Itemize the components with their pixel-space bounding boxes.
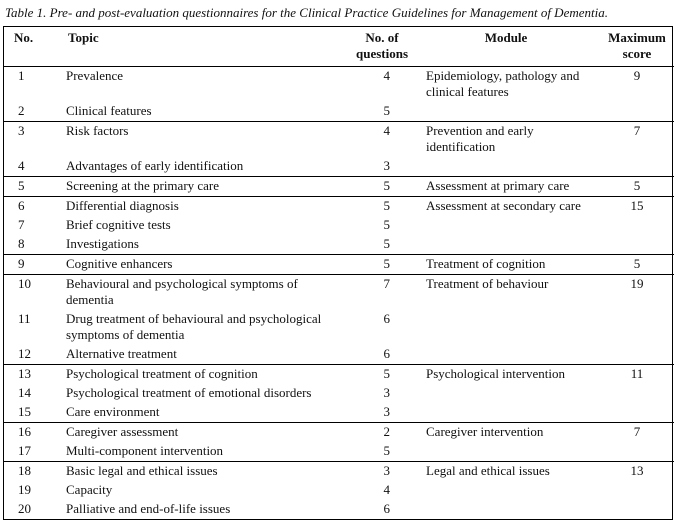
cell-no: 15 — [18, 404, 31, 419]
cell-module: Epidemiology, pathology and clinical features — [426, 68, 580, 99]
cell-no: 9 — [4, 255, 54, 275]
cell-questions: 6 — [383, 346, 390, 361]
cell-no: 8 — [18, 236, 25, 251]
cell-topic: Behavioural and psychological symptoms of dementia — [54, 275, 352, 311]
table-row — [4, 345, 674, 365]
cell-max-score: 9 — [633, 68, 641, 83]
table-row — [4, 275, 674, 311]
cell-module — [412, 345, 600, 365]
cell-module: Caregiver intervention — [412, 423, 600, 443]
cell-topic: Palliative and end-of-life issues — [66, 501, 231, 516]
table-row — [4, 462, 674, 482]
table-row — [4, 216, 674, 235]
cell-no: 19 — [18, 482, 31, 497]
table-header — [4, 27, 674, 67]
table-row — [4, 365, 674, 385]
cell-topic: Prevalence — [66, 68, 124, 83]
cell-questions: 7 — [352, 275, 412, 311]
cell-no: 1 — [18, 68, 25, 83]
cell-module: Legal and ethical issues — [412, 462, 600, 482]
cell-max-score: 13 — [600, 462, 674, 482]
cell-module: Treatment of cognition — [412, 255, 600, 275]
cell-no: 17 — [18, 443, 31, 458]
cell-max-score: 11 — [600, 365, 674, 385]
cell-max-score — [600, 102, 674, 122]
cell-no: 13 — [4, 365, 54, 385]
cell-max-score: 19 — [600, 275, 674, 311]
cell-questions: 5 — [383, 217, 390, 232]
cell-max-score — [600, 345, 674, 365]
questionnaire-table — [3, 26, 673, 520]
cell-topic: Drug treatment of behavioural and psychological symptoms of dementia — [66, 311, 322, 342]
table-row — [4, 157, 674, 177]
header-questions-line2: questions — [356, 46, 409, 61]
header-questions-line1: No. of — [365, 30, 399, 45]
cell-questions: 6 — [383, 501, 390, 516]
cell-questions: 5 — [352, 255, 412, 275]
header-module: Module — [412, 27, 600, 67]
cell-module — [412, 157, 600, 177]
table-body — [4, 67, 674, 520]
cell-topic: Brief cognitive tests — [66, 217, 171, 232]
cell-questions: 4 — [383, 68, 390, 83]
cell-no: 5 — [4, 177, 54, 197]
cell-questions: 3 — [383, 385, 390, 400]
cell-questions: 2 — [352, 423, 412, 443]
cell-max-score — [600, 481, 674, 500]
cell-no: 20 — [18, 501, 31, 516]
header-max-score — [600, 27, 674, 67]
cell-module: Psychological intervention — [412, 365, 600, 385]
cell-module — [412, 310, 600, 345]
table-row — [4, 177, 674, 197]
cell-topic: Multi-component intervention — [66, 443, 224, 458]
cell-module — [412, 216, 600, 235]
table-caption: Table 1. Pre- and post-evaluation questionnaires for the Clinical Practice Guidelines for Management of Dementia. — [5, 5, 608, 20]
table-row — [4, 310, 674, 345]
cell-max-score — [600, 235, 674, 255]
cell-max-score — [600, 403, 674, 423]
cell-topic: Differential diagnosis — [54, 197, 352, 217]
cell-questions: 5 — [383, 443, 390, 458]
cell-topic: Capacity — [66, 482, 113, 497]
cell-no: 11 — [18, 311, 31, 326]
cell-questions: 5 — [383, 236, 390, 251]
table-row — [4, 67, 674, 103]
header-max-line2: score — [622, 46, 652, 61]
cell-no: 3 — [4, 122, 54, 158]
cell-max-score — [600, 500, 674, 519]
table-row — [4, 442, 674, 462]
cell-topic: Care environment — [66, 404, 160, 419]
cell-questions: 6 — [383, 311, 390, 326]
cell-module: Prevention and early identification — [412, 122, 600, 158]
cell-module — [412, 481, 600, 500]
table-row — [4, 423, 674, 443]
cell-module: Assessment at primary care — [412, 177, 600, 197]
table-row — [4, 500, 674, 519]
table-row — [4, 255, 674, 275]
header-questions — [352, 27, 412, 67]
cell-max-score: 15 — [600, 197, 674, 217]
cell-module — [412, 384, 600, 403]
cell-module: Assessment at secondary care — [412, 197, 600, 217]
cell-max-score — [600, 157, 674, 177]
cell-module — [412, 235, 600, 255]
cell-topic: Alternative treatment — [66, 346, 177, 361]
cell-max-score — [600, 216, 674, 235]
cell-topic: Risk factors — [54, 122, 352, 158]
cell-questions: 5 — [352, 365, 412, 385]
cell-module — [412, 403, 600, 423]
cell-topic: Clinical features — [66, 103, 152, 118]
cell-no: 6 — [4, 197, 54, 217]
table-row — [4, 384, 674, 403]
cell-max-score — [600, 384, 674, 403]
cell-module — [412, 442, 600, 462]
cell-no: 18 — [4, 462, 54, 482]
table-row — [4, 403, 674, 423]
cell-module — [412, 500, 600, 519]
cell-questions: 5 — [352, 197, 412, 217]
table-row — [4, 481, 674, 500]
cell-topic: Screening at the primary care — [54, 177, 352, 197]
cell-topic: Basic legal and ethical issues — [54, 462, 352, 482]
cell-questions: 3 — [352, 462, 412, 482]
cell-no: 2 — [18, 103, 25, 118]
cell-module — [412, 102, 600, 122]
cell-max-score: 5 — [600, 177, 674, 197]
cell-no: 10 — [4, 275, 54, 311]
cell-max-score: 7 — [600, 423, 674, 443]
cell-questions: 4 — [383, 482, 390, 497]
cell-no: 7 — [18, 217, 25, 232]
header-max-line1: Maximum — [608, 30, 666, 45]
table-row — [4, 102, 674, 122]
cell-questions: 5 — [383, 103, 390, 118]
cell-topic: Psychological treatment of cognition — [54, 365, 352, 385]
cell-module: Treatment of behaviour — [412, 275, 600, 311]
header-topic: Topic — [54, 27, 352, 67]
cell-topic: Psychological treatment of emotional disorders — [66, 385, 312, 400]
cell-no: 12 — [18, 346, 31, 361]
cell-questions: 3 — [383, 158, 390, 173]
cell-topic: Advantages of early identification — [66, 158, 244, 173]
cell-questions: 4 — [352, 122, 412, 158]
cell-topic: Investigations — [66, 236, 139, 251]
table-row — [4, 235, 674, 255]
cell-max-score: 7 — [600, 122, 674, 158]
header-no: No. — [4, 27, 54, 67]
table-row — [4, 197, 674, 217]
cell-questions: 3 — [383, 404, 390, 419]
cell-no: 14 — [18, 385, 31, 400]
table-row — [4, 122, 674, 158]
cell-max-score: 5 — [600, 255, 674, 275]
cell-topic: Cognitive enhancers — [54, 255, 352, 275]
cell-no: 16 — [4, 423, 54, 443]
cell-questions: 5 — [352, 177, 412, 197]
cell-max-score — [600, 310, 674, 345]
cell-max-score — [600, 442, 674, 462]
cell-no: 4 — [18, 158, 25, 173]
cell-topic: Caregiver assessment — [54, 423, 352, 443]
